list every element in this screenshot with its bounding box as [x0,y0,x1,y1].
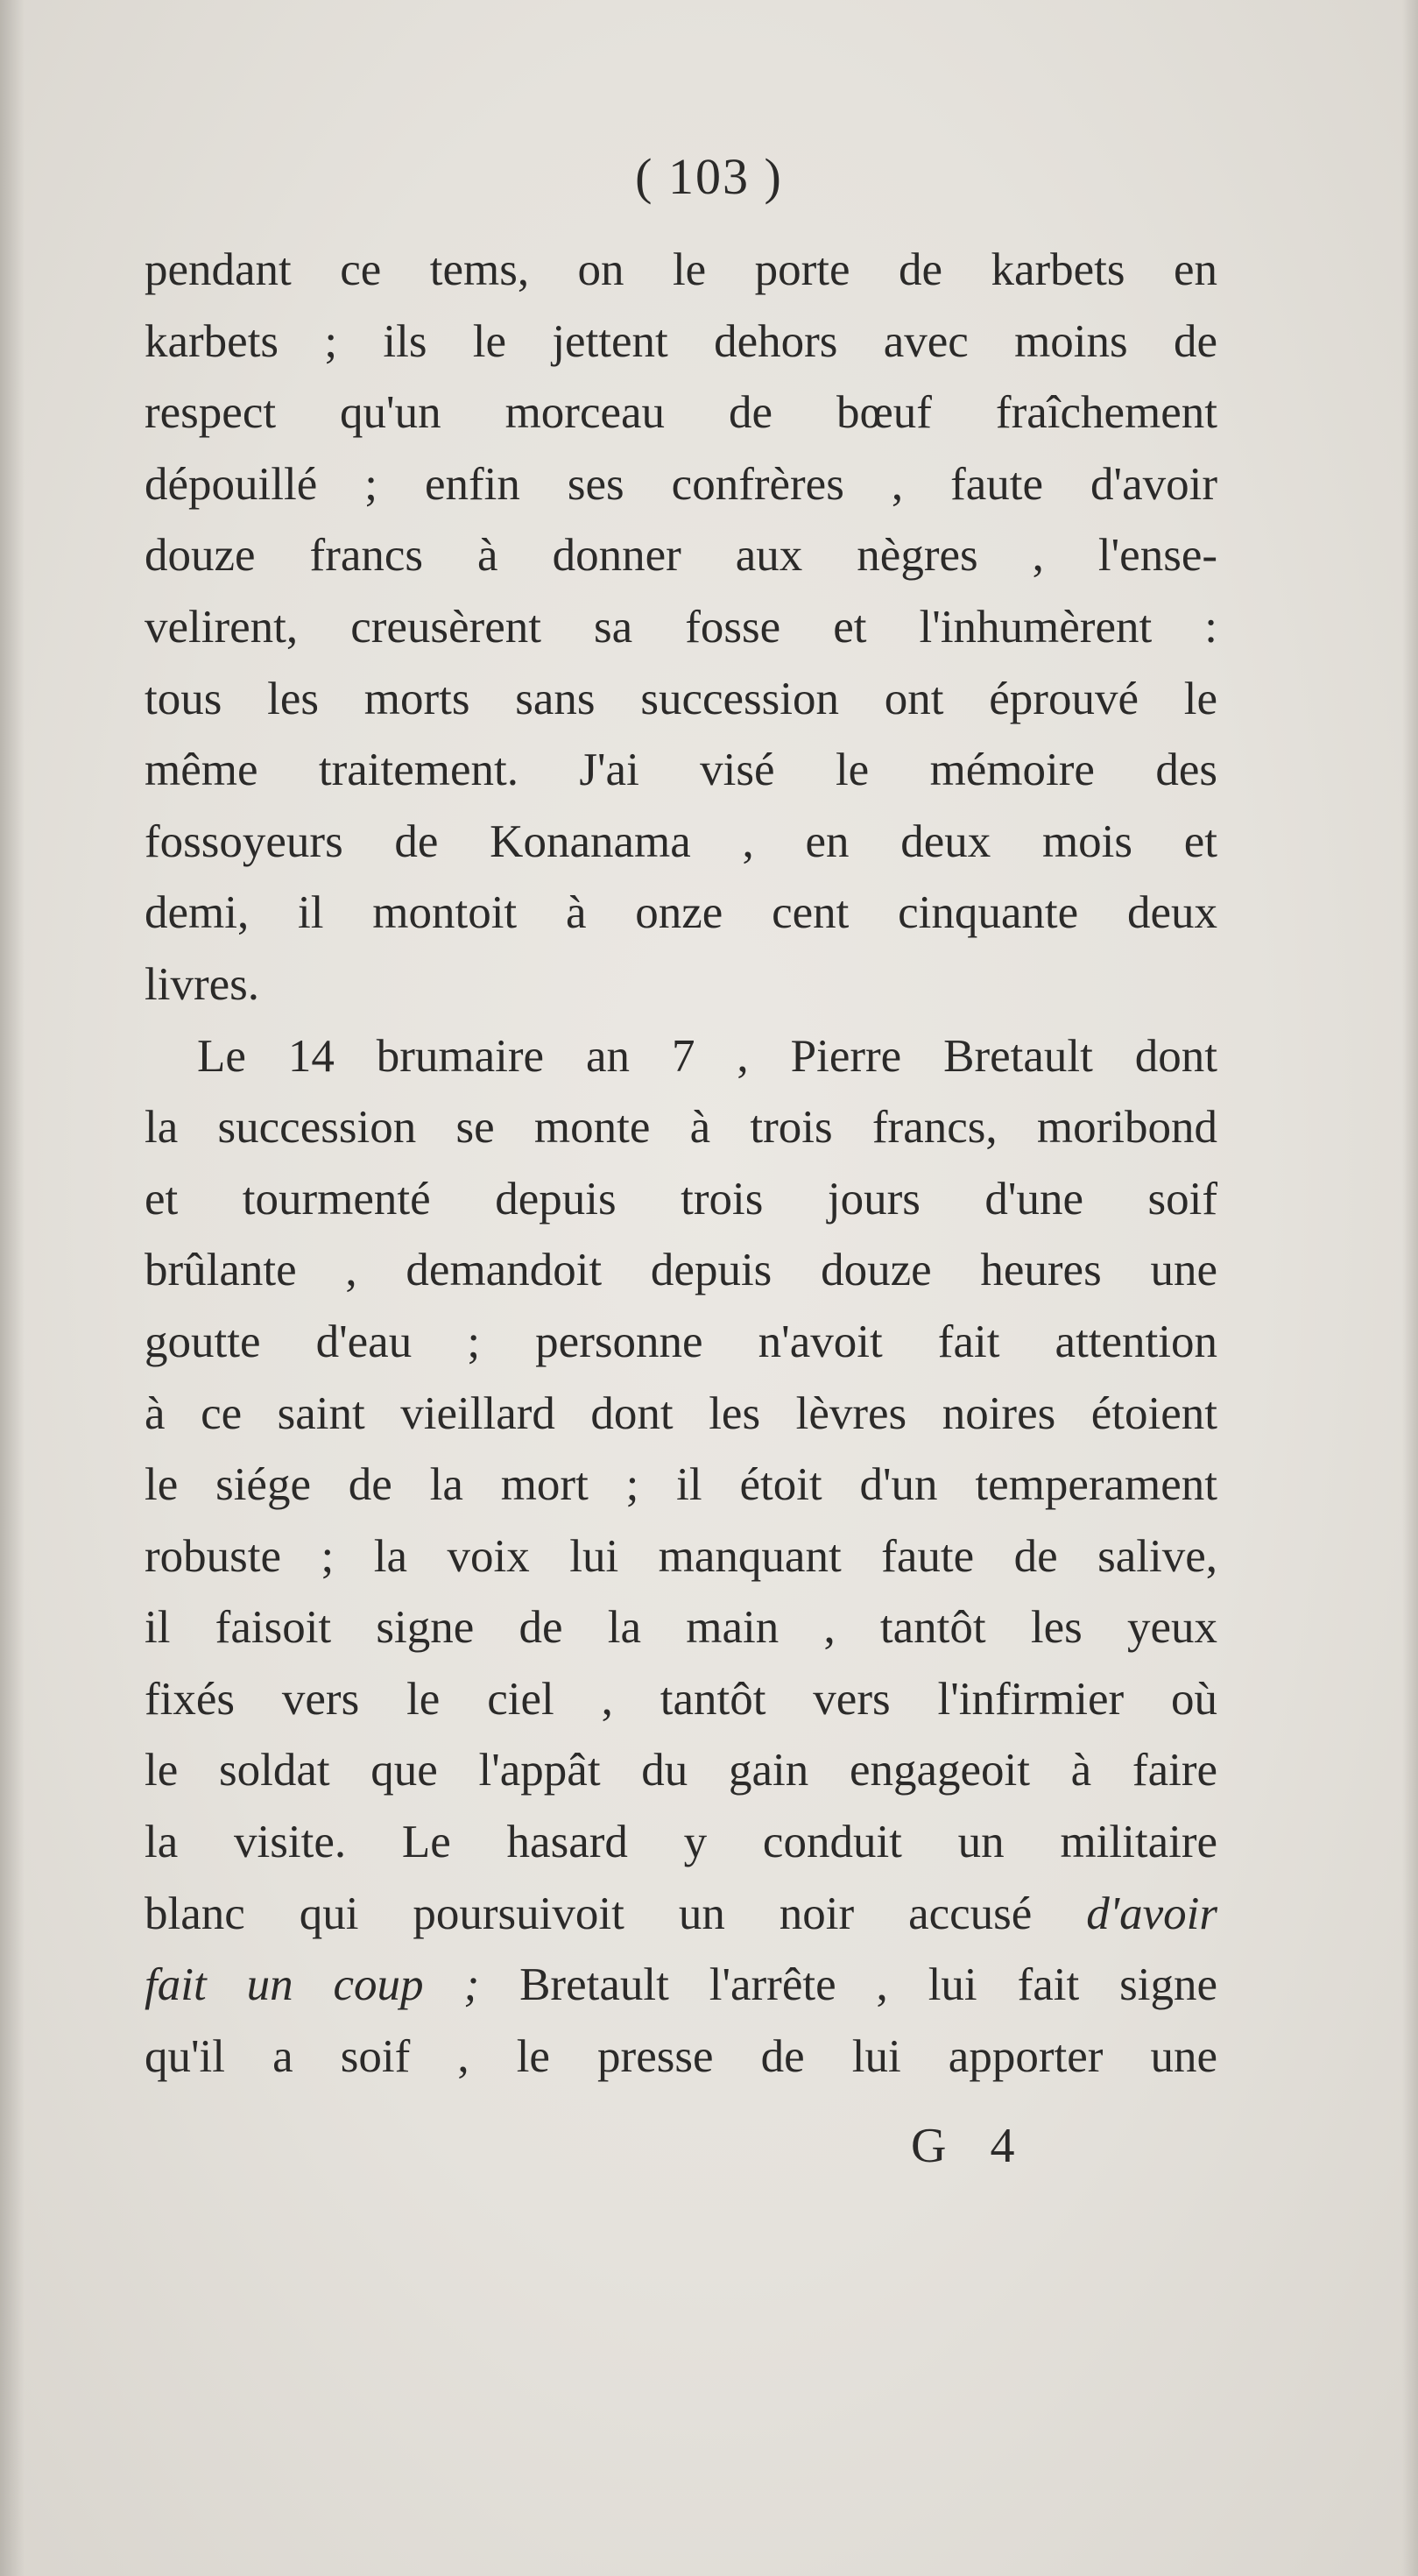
text-line: fixés vers le ciel , tantôt vers l'infirmier où [145,1673,1217,1725]
text-line: la visite. Le hasard y conduit un militaire [145,1817,1217,1868]
text-line: karbets ; ils le jettent dehors avec moins de [145,315,1217,367]
text-line: et tourmenté depuis trois jours d'une soif [145,1173,1217,1224]
text-line: le siége de la mort ; il étoit d'un temperament [145,1459,1217,1511]
text-line: même traitement. J'ai visé le mémoire des [145,745,1217,796]
text-line: douze francs à donner aux nègres , l'ense- [145,530,1217,582]
text-line: robuste ; la voix lui manquant faute de salive, [145,1530,1217,1582]
text-line-italic-start: fait un coup ; Bretault l'arrête , lui fait signe [145,1959,1217,2011]
text-line: à ce saint vieillard dont les lèvres noires étoient [145,1387,1217,1439]
text-line: la succession se monte à trois francs, moribond [145,1102,1217,1154]
text-line: goutte d'eau ; personne n'avoit fait attention [145,1316,1217,1367]
text-line: fossoyeurs de Konanama , en deux mois et [145,815,1217,867]
text-line-italic-end: blanc qui poursuivoit un noir accusé d'avoir [145,1888,1217,1939]
text-line: demi, il montoit à onze cent cinquante deux [145,887,1217,939]
paragraph-start-line: Le 14 brumaire an 7 , Pierre Bretault dont [197,1030,1217,1082]
text-line: pendant ce tems, on le porte de karbets en [145,244,1217,295]
text-line: velirent, creusèrent sa fosse et l'inhumèrent : [145,601,1217,653]
text-line: respect qu'un morceau de bœuf fraîchement [145,387,1217,439]
page-edge-shadow-left [0,0,25,2576]
italic-phrase: fait un coup ; [145,1959,480,2011]
body-text [145,235,1217,2093]
page-edge-shadow-right [1402,0,1418,2576]
text-line: brûlante , demandoit depuis douze heures une [145,1245,1217,1296]
signature-mark: G 4 [911,2119,1031,2173]
page-number-header: ( 103 ) [635,148,783,205]
text-line: il faisoit signe de la main , tantôt les yeux [145,1602,1217,1654]
paragraph-end-line: livres. [145,958,259,1010]
text-line: qu'il a soif , le presse de lui apporter une [145,2030,1217,2082]
text-line: dépouillé ; enfin ses confrères , faute d'avoir [145,458,1217,510]
text-line: le soldat que l'appât du gain engageoit à faire [145,1745,1217,1796]
text-line: tous les morts sans succession ont éprouvé le [145,673,1217,724]
italic-phrase: d'avoir [1086,1888,1217,1939]
